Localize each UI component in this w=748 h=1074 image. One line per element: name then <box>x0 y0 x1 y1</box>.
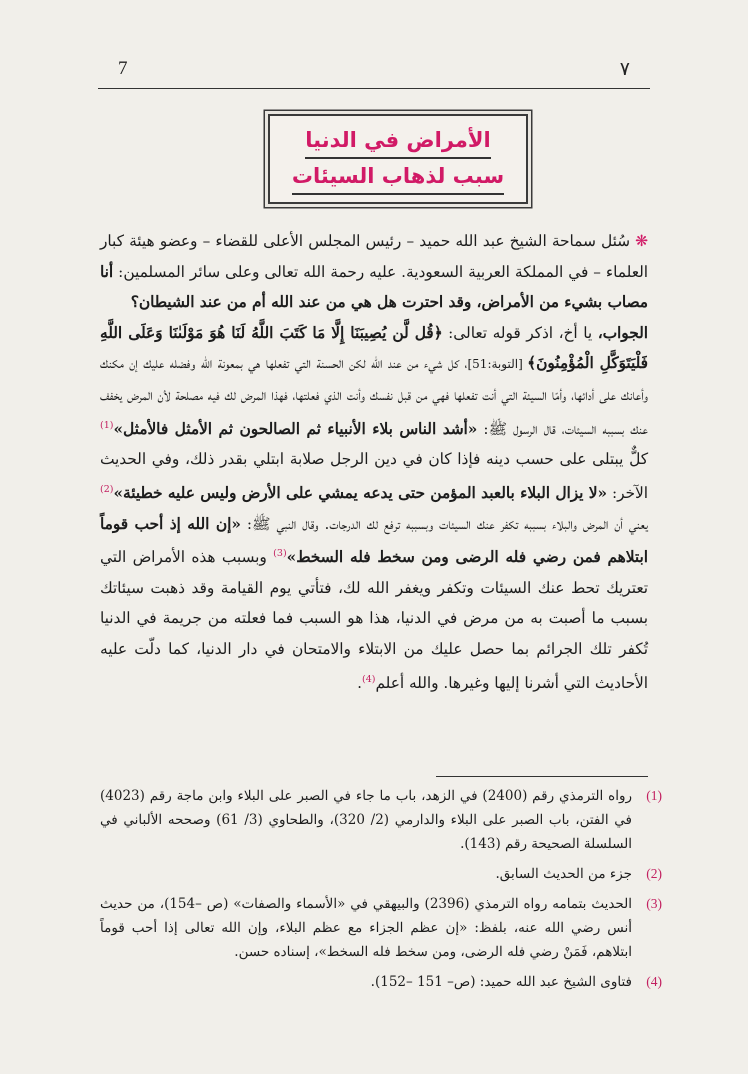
footnote-ref-2[interactable]: (2) <box>100 483 114 495</box>
footnote-rule <box>436 776 648 777</box>
verse-reference: [التوبة:51] <box>467 357 528 372</box>
footnote-number: (4) <box>646 974 662 989</box>
question-text: سُئل سماحة الشيخ عبد الله حميد – رئيس المجلس الأعلى للقضاء – وعضو هيئة كبار العلماء – في المملكة العربية السعودية. عليه رحمة الله تعالى وعلى سائر المسلمين: <box>100 232 648 281</box>
footnote-number: (3) <box>646 896 662 911</box>
page-header <box>98 56 650 86</box>
footnote-ref-3[interactable]: (3) <box>273 548 287 560</box>
hadith-1: «أشد الناس بلاء الأنبياء ثم الصالحون ثم الأمثل فالأمثل» <box>113 419 478 438</box>
footnote-1 <box>100 784 662 856</box>
footnote-number: (1) <box>646 788 662 803</box>
page-number-arabic: ٧ <box>619 58 630 80</box>
footnote-text: رواه الترمذي رقم (2400) في الزهد، باب ما جاء في الصبر على البلاء وابن ماجة رقم (4023) في الفتن، باب الصبر على البلاء والدارمي (2/ 320)، والطحاوي (3/ 61) وصححه الألباني في السلسلة الصحيحة رقم (143). <box>100 788 633 852</box>
footnote-text: الحديث بتمامه رواه الترمذي (2396) والبيهقي في «الأسماء والصفات» (ص –154)، من حديث أنس رضي الله عنه، بلفظ: «إن عظم الجزاء مع عظم البلاء، وإن الله تعالى إذا أحب قوماً ابتلاهم، فَمَنْ رضي فله الرضى، ومن سخط فله السخط»، إسناده حسن. <box>100 896 632 960</box>
header-rule <box>98 88 650 89</box>
footnote-ref-4[interactable]: (4) <box>362 673 376 685</box>
hadith-2: «لا يزال البلاء بالعبد المؤمن حتى يدعه يمشي على الأرض وليس عليه خطيئة» <box>113 483 608 502</box>
footnote-4 <box>100 970 662 994</box>
footnote-2 <box>100 862 662 886</box>
quran-verse: ﴿قُل لَّن يُصِيبَنَا إِلَّا مَا كَتَبَ اللَّهُ لَنَا هُوَ مَوْلَىٰنَا وَعَلَى اللَّهِ فَلْيَتَوَكَّلِ الْمُؤْمِنُونَ﴾ <box>100 323 648 373</box>
flower-star-icon: ❋ <box>635 232 648 250</box>
answer-text-2: ، كل شيء من عند الله لكن الحسنة التي تفعلها هي بمعونة الله وفضله عليك إن مكنك وأعانك على أدائها، وأمّا السيئة التي أنت تفعلها فهي من قبل نفسك وأنت الذي فعلتها، فهذا المرض لك فيه مصلحة لأن المرض يخفف عنك بسببه السيئات، قال الرسول ﷺ: <box>100 354 649 438</box>
answer-paragraph <box>100 318 648 699</box>
title-line-1: الأمراض في الدنيا <box>305 123 491 159</box>
footnote-3 <box>100 892 662 964</box>
footnotes <box>100 784 662 1000</box>
answer-text-5: وبسبب هذه الأمراض التي تعتريك تحط عنك السيئات وتكفر ويغفر الله لك، فتأتي يوم القيامة وقد ذهبت سيئاتك بسبب ما أصبت به من مرض في الدنيا، هذا هو السبب فما فعلته من جريمة في الدنيا تُكفر تلك الجرائم بما حصل عليك من الابتلاء والامتحان في دار الدنيا، كما دلّت عليه الأحاديث التي أشرنا إليها وغيرها. والله أعلم <box>100 548 648 692</box>
title-line-2: سبب لذهاب السيئات <box>292 159 504 195</box>
footnote-text: جزء من الحديث السابق. <box>495 866 632 882</box>
footnote-ref-1[interactable]: (1) <box>100 419 114 431</box>
footnote-text: فتاوى الشيخ عبد الله حميد: (ص– 151 –152). <box>370 974 632 990</box>
footnote-number: (2) <box>646 866 662 881</box>
answer-label: الجواب، <box>597 323 648 342</box>
answer-text-1: يا أخ، اذكر قوله تعالى: <box>442 323 598 342</box>
answer-text-4: يعني أن المرض والبلاء بسببه تكفر عنك السيئات وبسببه ترفع لك الدرجات. وقال النبي ﷺ: <box>240 514 648 533</box>
body-text <box>100 226 648 698</box>
answer-text-3: كلٌّ يبتلى على حسب دينه فإذا كان في دين الرجل صلابة ابتلي بقدر ذلك، وفي الحديث الآخر: <box>100 450 648 502</box>
hadith-3: «إن الله إذ أحب قوماً ابتلاهم فمن رضي فله الرضى ومن سخط فله السخط» <box>100 514 648 567</box>
answer-end: . <box>357 673 362 692</box>
question-bold: أنا مصاب بشيء من الأمراض، وقد احترت هل هي من عند الله أم من عند الشيطان؟ <box>100 262 648 312</box>
question-paragraph <box>100 226 648 318</box>
page-number-latin: 7 <box>118 58 128 79</box>
chapter-title-box <box>268 114 528 204</box>
